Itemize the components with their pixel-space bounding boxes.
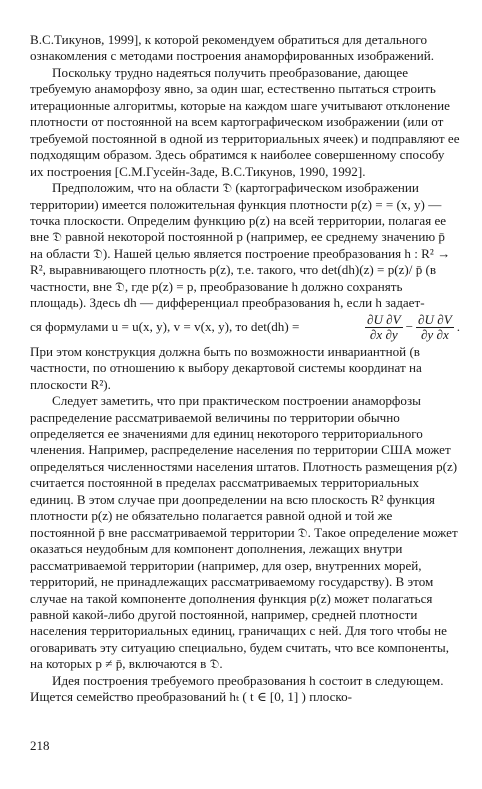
formula-line — [30, 312, 460, 344]
fraction-1 — [365, 313, 403, 342]
page-number: 218 — [30, 738, 50, 753]
fraction-2-numerator: ∂U ∂V — [418, 312, 452, 328]
fraction-1-denominator: ∂x ∂y — [369, 327, 398, 343]
paragraph-5: Следует заметить, что при практическом построении анаморфозы распределение рассматриваемой величины по территории обычно определяется ее значениями для единиц некоторого территориального членения. Например, распределение населения по территории США может определяться численностями населения штатов. Плотность размещения p(z) считается постоянной в пределах рассматриваемых территориальных единиц. В этом случае при доопределении на всю плоскость R² функция плотности p(z) не обязательно полагается равной одной и той же постоянной p̄ вне рассматриваемой территории 𝔇. Такое определение может оказаться неудобным для компонент дополнения, лежащих внутри рассматриваемой территории (например, для озер, внутренних морей, территорий, не принадлежащих рассматриваемому государству). В этом случае на такой компоненте дополнения функция p(z) может полагаться равной какой-либо другой постоянной, например, средней плотности населения территориальных единиц, граничащих с ней. Для того чтобы не оговаривать эту ситуацию специально, будем считать, что все компоненты, на которых p ≠ p̄, включаются в 𝔇. — [30, 393, 458, 672]
body-text — [30, 32, 460, 706]
jacobian-formula — [362, 313, 460, 342]
formula-period: . — [456, 319, 460, 335]
paragraph-1: В.С.Тикунов, 1999], к которой рекомендуем обратиться для детального ознакомления с методами построения анаморфированных изображений. — [30, 32, 435, 64]
paragraph-6: Идея построения требуемого преобразования h состоит в следующем. Ищется семейство преобразований hₜ ( t ∈ [0, 1] ) плоско- — [30, 672, 444, 705]
fraction-1-numerator: ∂U ∂V — [366, 312, 401, 328]
paragraph-3: Предположим, что на области 𝔇 (картографическом изображении территории) имеется положительная функция плотности p(z) = = (x, y) — точка плоскости. Определим функцию p(z) на всей территории, полагая ее вне 𝔇 равной некоторой постоянной p (например, ее среднему значению p̄ на области 𝔇). Нашей целью является построение преобразования h : R² → R², выравнивающего плотность p(z), т.е. такого, что det(dh)(z) = p(z)/ p̄ (в частности, вне 𝔇, где p(z) = p, преобразование h должно сохранять площадь). Здесь dh — дифференциал преобразования h, если h задает- — [30, 180, 451, 311]
formula-lead: ся формулами u = u(x, y), v = v(x, y), то det(dh) = — [30, 319, 300, 335]
fraction-2 — [416, 313, 454, 342]
paragraph-2: Поскольку трудно надеяться получить преобразование, дающее требуемую анаморфозу явно, за один шаг, естественно пытаться строить итерационные алгоритмы, которые на каждом шаге учитывают отклонение плотности от постоянной на всем картографическом изображении (или от требуемой постоянной в одной из территориальных ячеек) и подправляют ее подходящим образом. Здесь обратимся к наиболее совершенному способу их построения [С.М.Гусейн-Заде, В.С.Тикунов, 1990, 1992]. — [30, 64, 460, 179]
paragraph-4: При этом конструкция должна быть по возможности инвариантной (в частности, по отношению к выбору декартовой системы координат на плоскости R²). — [30, 343, 422, 392]
minus-sign: − — [405, 319, 414, 335]
fraction-2-denominator: ∂y ∂x — [420, 327, 449, 343]
